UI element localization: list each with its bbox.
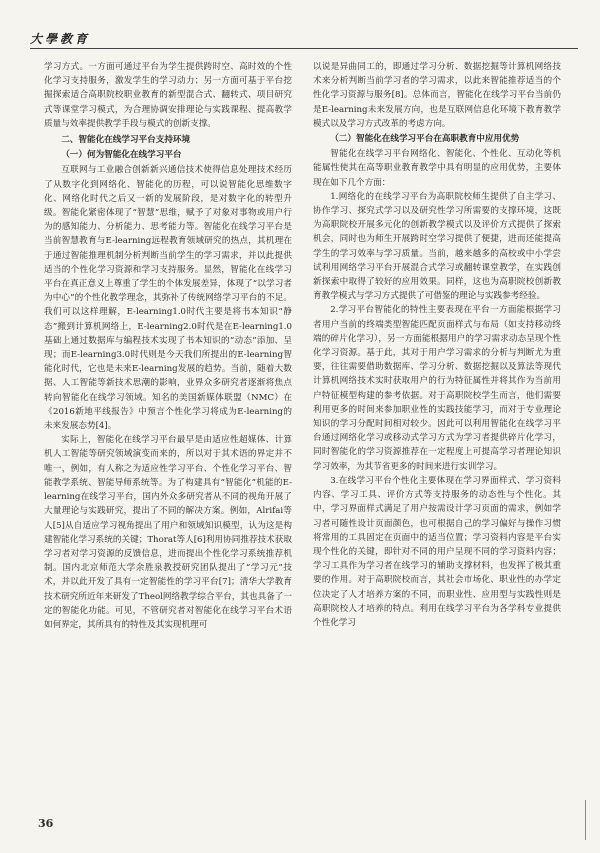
paragraph: 1.网络化的在线学习平台为高职院校师生提供了自主学习、协作学习、探究式学习以及研究性学习所需要的支撑环境，这既为高职院校开展多元化的创新教学模式以及评价方式提供了探索机会，同时也为师生开展跨时空学习提供了便捷，进而还能提高学生的学习效率与学习质量。当前，越来越多的高校或中小学尝试利用网络学习平台开展混合式学习或翻转课堂教学，在实践创新探索中取得了较好的应用效果。同样，这也为高职院校创新教育教学模式与学习方式提供了可借鉴的理论与实践参考经验。 — [313, 191, 561, 302]
paragraph: 实际上，智能化在线学习平台最早是由适应性超媒体、计算机人工智能等研究领域演变而来的，所以对于其术语的界定并不唯一，例如，有人称之为适应性学习平台、个性化学习平台、智能教学系统、智能导师系统等。为了构建具有“智能化”机能的E-learning在线学习平台，国内外众多研究者从不同的视角开展了大量理论与实践研究，提出了不同的解决方案。例如，Alrifai等人[5]从自适应学习视角提出了用户和领域知识模型，认为这是构建智能化学习系统的关键；Thorat等人[6]利用协同推荐技术获取学习者对学习资源的反馈信息，进而提出个性化学习系统推荐机制。国内北京师范大学余胜泉教授研究团队提出了“学习元”技术，并以此开发了具有一定智能性的学习平台[7]；清华大学教育技术研究所近年来研发了Theol网络教学综合平台，其也具备了一定的智能化功能。可见，不管研究者对智能化在线学习平台术语如何界定，其所具有的特性及其实现机理可 — [44, 435, 292, 630]
paragraph: 3.在线学习平台个性化主要体现在学习界面样式、学习资料内容、学习工具、评价方式等支持服务的动态性与个性化。其中，学习界面样式满足了用户按需设计学习页面的需求，例如学习者可随性设计页面颜色，也可根据自己的学习偏好与操作习惯将常用的工具固定在页面中的适当位置；学习资料内容是平台实现个性化的关键，即针对不同的用户呈现不同的学习资料内容；学习工具作为学习者在线学习的辅助支撑材料，也发挥了极其重要的作用。对于高职院校而言，其社会市场化、职业性的办学定位决定了人才培养方案的不同，而职业性、应用型与实践性则是高职院校人才培养的特点。利用在线学习平台为各学科专业提供个性化学习 — [313, 475, 561, 628]
journal-logo: 大學教育 — [30, 32, 91, 46]
header-divider — [30, 48, 578, 49]
left-column — [44, 60, 292, 800]
subsection-heading: （二）智能化在线学习平台在高职教育中应用优势 — [330, 134, 520, 145]
paragraph: 智能化在线学习平台网络化、智能化、个性化、互动化等机能属性使其在高等职业教育教学中具有明显的应用优势，主要体现在如下几个方面： — [313, 149, 561, 188]
subsection-heading: （一）何为智能化在线学习平台 — [61, 150, 182, 161]
margin-rule — [585, 800, 586, 840]
paragraph: 学习方式。一方面可通过平台为学生提供跨时空、高时效的个性化学习支持服务，激发学生的学习动力；另一方面可基于平台挖掘探索适合高职院校职业教育的新型混合式、翻转式、项目研究式等课堂学习模式，为合理协调安排理论与实践课程、提高教学质量与效率提供教学手段与模式的创新支撑。 — [44, 62, 292, 129]
paragraph: 互联网与工业融合创新新兴通信技术使得信息处理技术经历了从数字化到网络化、智能化的历程，可以说智能化思维数字化、网络化时代之后又一新的发展阶段，是对数字化的转型升级。智能化紧密体现了“智慧”思维，赋予了对象对事物或用户行为的感知能力、分析能力、思考能力等。智能化在线学习平台是当前智慧教育与E-learning远程教育领域研究的热点，其机理在于通过智能推理机制分析判断当前学生的学习需求，并以此提供适当的个性化学习资源和学习支持服务。显然，智能化在线学习平台在真正意义上尊重了学生的个体发展差异，体现了“以学习者为中心”的个性化教学理念，其弥补了传统网络学习平台的不足。我们可以这样理解，E-learning1.0时代主要是将书本知识“静态”搬到计算机网络上，E-learning2.0时代是在E-learning1.0基础上通过数据库与编程技术实现了书本知识的“动态”添加、呈现；而E-learning3.0时代则是今天我们所提出的E-learning智能化时代，它也是未来E-learning发展的趋势。当前，随着大数据、人工智能等新技术思潮的影响，业界众多研究者逐渐将焦点转向智能化在线学习领域。知名的美国新媒体联盟（NMC）在《2016新地平线报告》中预言个性化学习将成为E-learning的未来发展态势[4]。 — [44, 165, 292, 432]
paragraph: 以说是异曲同工的，即通过学习分析、数据挖掘等计算机网络技术来分析判断当前学习者的学习需求，以此来智能推荐适当的个性化学习资源与服务[8]。总体而言，智能化在线学习平台当前仍是E-learning未来发展方向，也是互联网信息化环境下教育教学模式以及学习方式改革的考虑方向。 — [313, 62, 561, 129]
paragraph: 2.学习平台智能化的特性主要表现在平台一方面能根据学习者用户当前的终端类型智能匹配页面样式与布局（如支持移动终端的碎片化学习），另一方面能根据用户的学习需求动态呈现个性化学习资源。基于此，其对于用户学习需求的分析与判断尤为重要，往往需要借助数据库、学习分析、数据挖掘以及算法等现代计算机网络技术实时获取用户的行为特征属性并将其作为当前用户特征模型构建的参考依据。对于高职院校学生而言，他们需要利用更多的时间来参加职业性的实践技能学习，而对于专业理论知识的学习分配时间相对较少。因此可以利用智能化在线学习平台通过网络化学习或移动式学习方式为学习者提供碎片化学习，同时智能化的学习资源推荐在一定程度上可提高学习者理论知识学习效率，为其节省更多的时间来进行实训学习。 — [313, 305, 561, 472]
page-number: 36 — [38, 817, 54, 830]
right-column — [313, 60, 561, 800]
section-heading: 二、智能化在线学习平台支持环境 — [61, 135, 191, 146]
